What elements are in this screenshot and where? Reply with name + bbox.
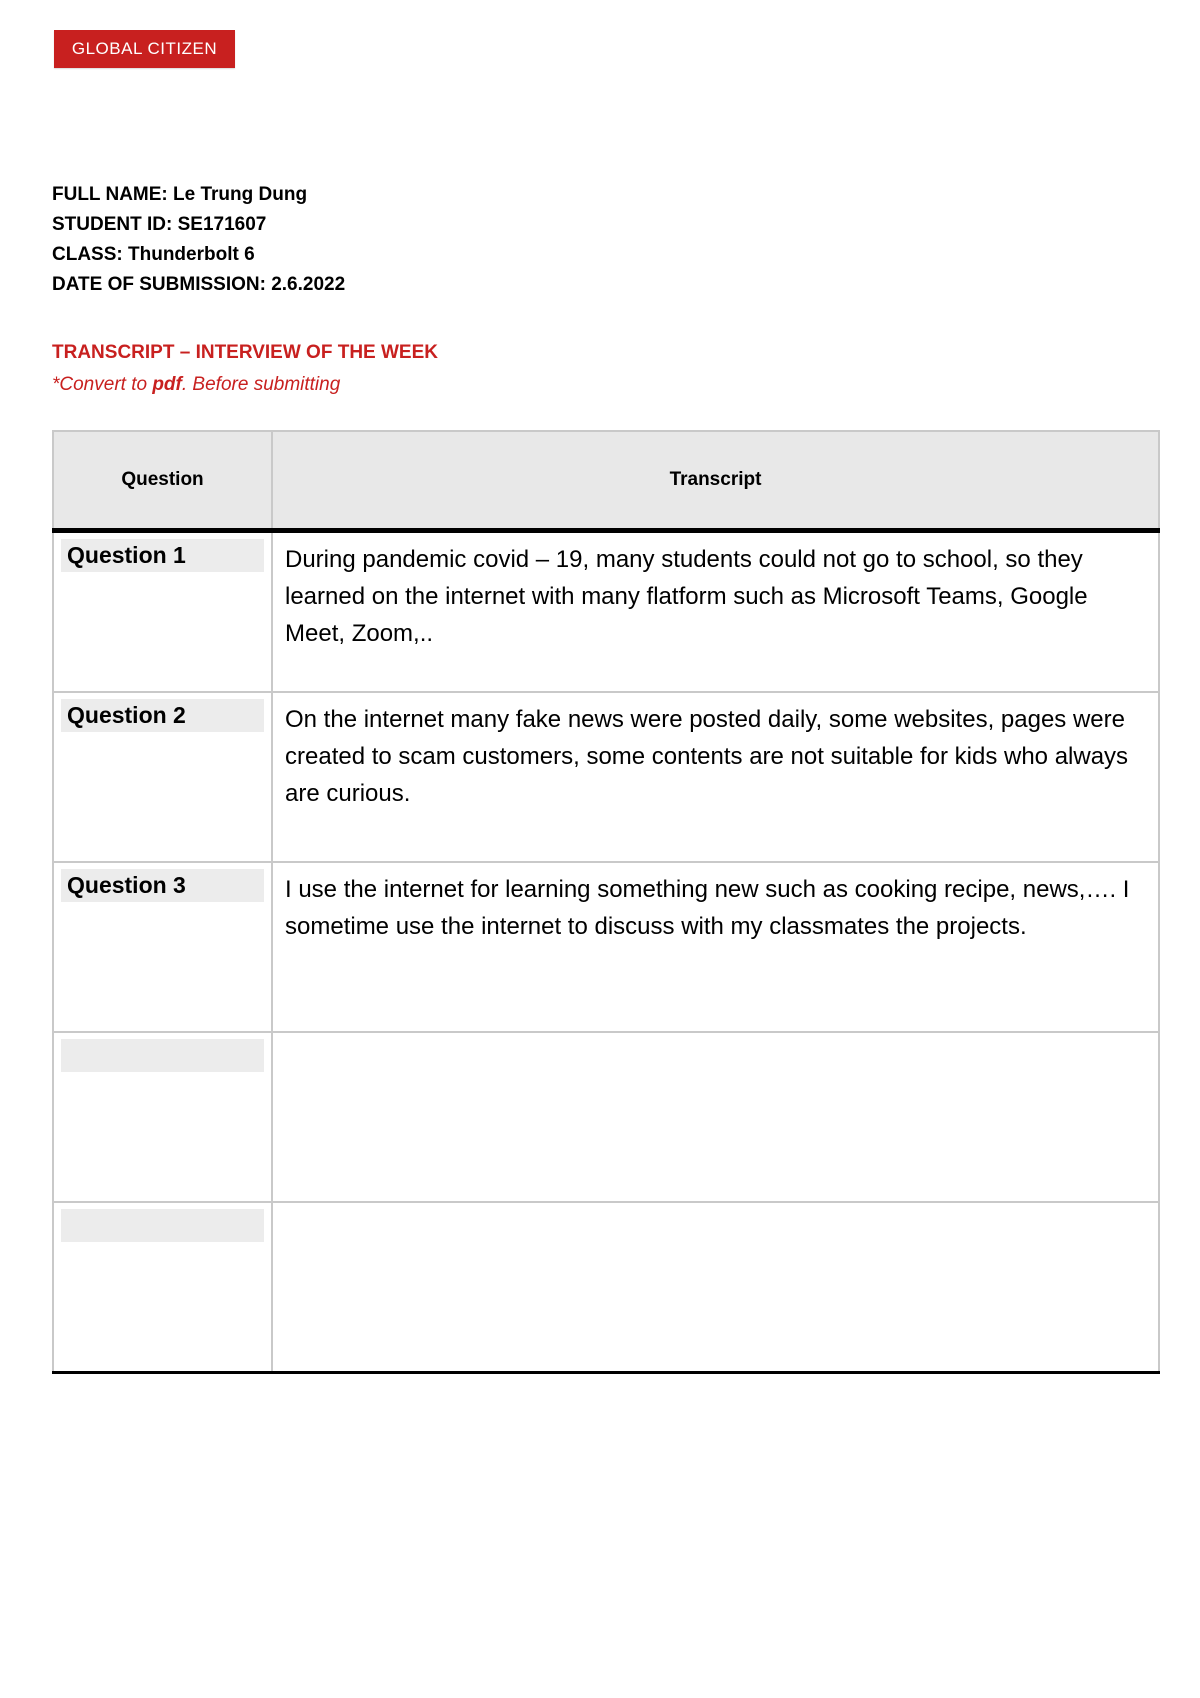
table-row bbox=[53, 531, 1159, 693]
answer-cell bbox=[272, 531, 1159, 693]
note-suffix: . Before submitting bbox=[181, 374, 341, 395]
class-name: CLASS: Thunderbolt 6 bbox=[52, 244, 255, 265]
answer-cell bbox=[272, 692, 1159, 862]
global-citizen-logo: GLOBAL CITIZEN bbox=[54, 30, 235, 68]
answer-text bbox=[273, 1033, 1158, 1041]
submission-note bbox=[52, 374, 340, 396]
question-label: Question 2 bbox=[61, 699, 264, 732]
answer-cell bbox=[272, 1032, 1159, 1202]
submission-date: DATE OF SUBMISSION: 2.6.2022 bbox=[52, 274, 346, 295]
question-label: Question 3 bbox=[61, 869, 264, 902]
answer-text: I use the internet for learning something new such as cooking recipe, news,…. I sometime use the internet to discuss with my classmates the projects. bbox=[285, 876, 1130, 940]
answer-text: During pandemic covid – 19, many students could not go to school, so they learned on the internet with many flatform such as Microsoft Teams, Google Meet, Zoom,.. bbox=[285, 546, 1088, 647]
question-cell bbox=[53, 1032, 272, 1202]
table-row bbox=[53, 862, 1159, 1032]
answer-cell bbox=[272, 862, 1159, 1032]
header-transcript: Transcript bbox=[272, 431, 1159, 531]
answer-text: On the internet many fake news were posted daily, some websites, pages were created to scam customers, some contents are not suitable for kids who always are curious. bbox=[285, 706, 1129, 807]
student-id: STUDENT ID: SE171607 bbox=[52, 214, 267, 235]
table-row bbox=[53, 692, 1159, 862]
question-cell bbox=[53, 531, 272, 693]
note-emphasis: pdf bbox=[152, 374, 182, 395]
transcript-table bbox=[52, 430, 1160, 1374]
question-cell bbox=[53, 692, 272, 862]
full-name: FULL NAME: Le Trung Dung bbox=[52, 184, 308, 205]
table-row bbox=[53, 1032, 1159, 1202]
table-row bbox=[53, 1202, 1159, 1373]
answer-cell bbox=[272, 1202, 1159, 1373]
note-prefix: *Convert to bbox=[52, 374, 153, 395]
header-question: Question bbox=[53, 431, 272, 531]
answer-text bbox=[273, 1203, 1158, 1211]
table-header-row bbox=[53, 431, 1159, 531]
student-info bbox=[52, 180, 345, 300]
question-label bbox=[61, 1039, 264, 1072]
question-label: Question 1 bbox=[61, 539, 264, 572]
question-label bbox=[61, 1209, 264, 1242]
transcript-heading: TRANSCRIPT – INTERVIEW OF THE WEEK bbox=[52, 342, 439, 363]
question-cell bbox=[53, 1202, 272, 1373]
question-cell bbox=[53, 862, 272, 1032]
